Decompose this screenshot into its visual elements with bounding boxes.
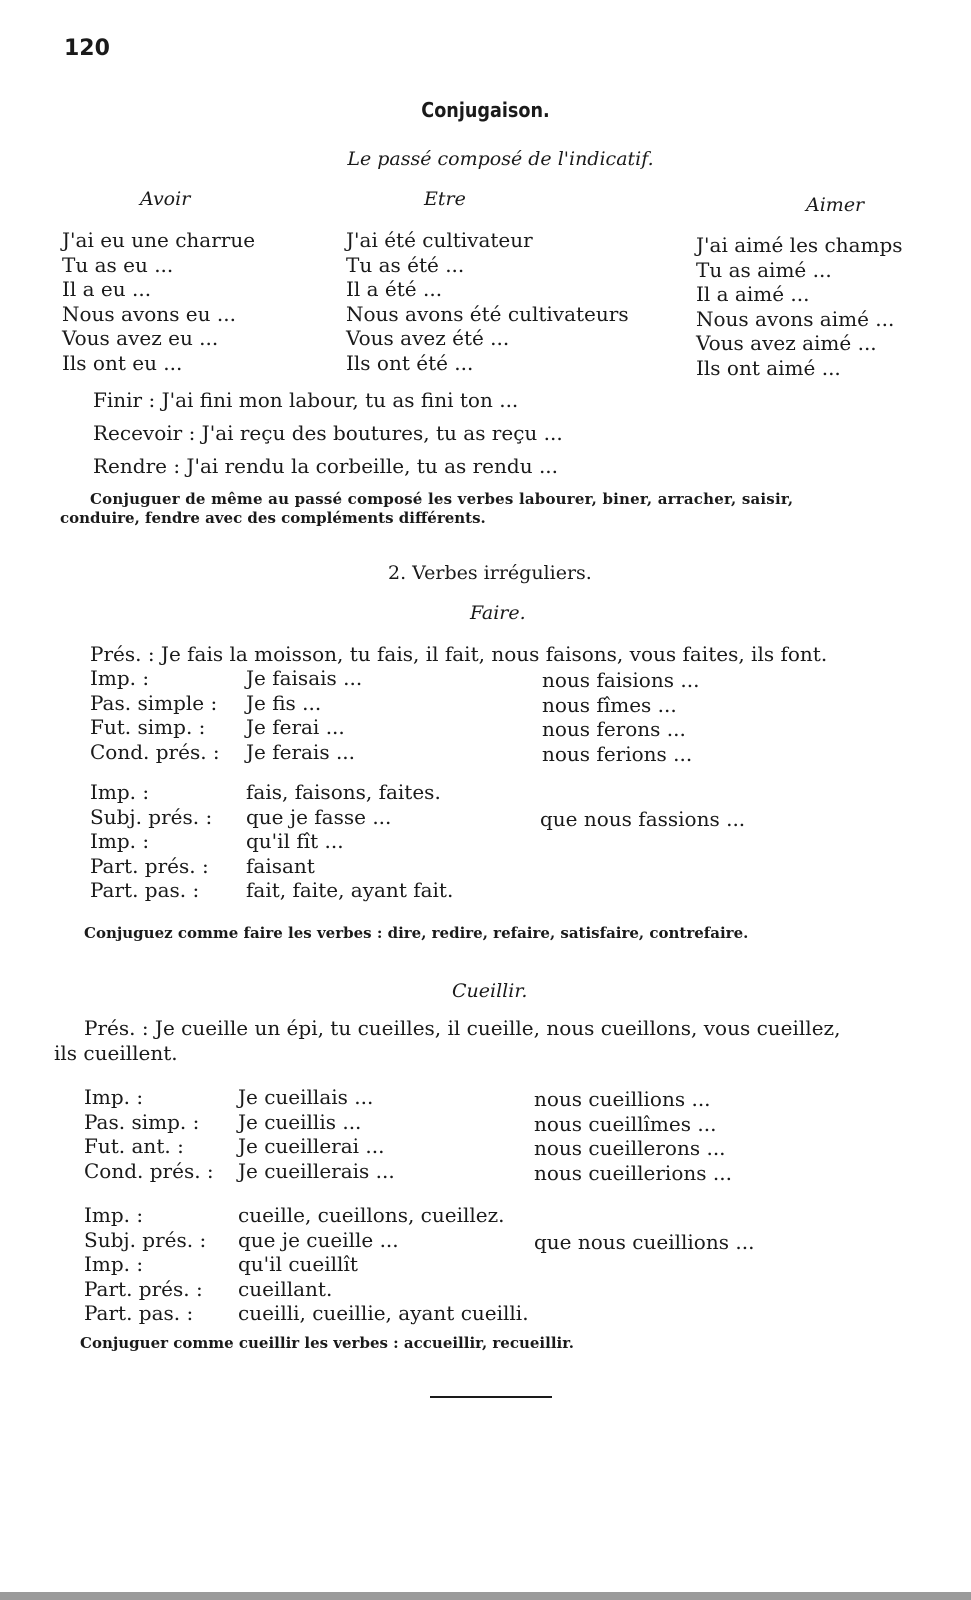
conj-line: Vous avez été ... <box>346 326 510 350</box>
tense-label: Part. pas. : <box>90 878 200 902</box>
conj-form: Je ferai ... <box>246 715 345 739</box>
scan-edge <box>0 1592 971 1600</box>
conj-form: Je cueillerai ... <box>238 1134 385 1158</box>
faire-plural-2 <box>540 782 745 831</box>
page-title: Conjugaison. <box>421 98 550 122</box>
conj-form: faisant <box>246 853 315 878</box>
column-aimer <box>696 233 903 380</box>
conj-line: J'ai eu une charrue <box>62 228 256 252</box>
tense-label: Imp. : <box>90 780 150 804</box>
column-avoir <box>62 228 255 375</box>
conj-line: J'ai aimé les champs <box>696 233 903 257</box>
conj-line: Ils ont aimé ... <box>696 355 841 380</box>
conj-form: nous cueillions ... <box>534 1087 711 1111</box>
conj-line: Il a été ... <box>346 277 443 301</box>
conj-form: Je faisais ... <box>246 666 363 690</box>
cueillir-exercise: Conjuguer comme cueillir les verbes : accueillir, recueillir. <box>80 1334 574 1352</box>
conj-form: que je fasse ... <box>246 804 392 829</box>
conj-line: Nous avons aimé ... <box>696 306 895 331</box>
page-number: 120 <box>64 36 110 61</box>
cueillir-plural-2 <box>534 1205 754 1254</box>
cueillir-labels-1 <box>84 1085 214 1183</box>
conj-line: Tu as eu ... <box>62 252 174 277</box>
conj-line: Ils ont eu ... <box>62 350 183 375</box>
conj-form: nous faisions ... <box>542 668 700 692</box>
example-finir: Finir : J'ai fini mon labour, tu as fini ton ... <box>93 388 519 412</box>
faire-exercise: Conjuguez comme faire les verbes : dire, redire, refaire, satisfaire, contrefaire. <box>84 924 749 942</box>
conj-form: nous cueillerons ... <box>534 1136 726 1160</box>
tense-label: Fut. simp. : <box>90 715 206 739</box>
conj-form: nous fîmes ... <box>542 692 677 717</box>
tense-label: Imp. : <box>84 1252 144 1276</box>
faire-labels-2 <box>90 780 212 903</box>
conj-line: Nous avons été cultivateurs <box>346 301 629 326</box>
tense-label: Imp. : <box>90 829 150 853</box>
conj-form <box>540 782 745 807</box>
conj-form: fait, faite, ayant fait. <box>246 878 454 902</box>
cueillir-plural-1 <box>534 1087 732 1185</box>
conj-form: Je cueillais ... <box>238 1085 374 1109</box>
column-header-etre: Etre <box>424 188 466 210</box>
faire-plural-1 <box>542 668 699 766</box>
conj-form: que nous cueillions ... <box>534 1229 755 1254</box>
section-heading-text: 2. Verbes irréguliers. <box>388 562 592 584</box>
conj-form: nous cueillîmes ... <box>534 1111 717 1136</box>
conj-form: cueillant. <box>238 1276 333 1301</box>
conj-line: Ils ont été ... <box>346 350 474 375</box>
tense-label: Imp. : <box>84 1085 144 1109</box>
cueillir-labels-2 <box>84 1203 206 1326</box>
tense-label: Pas. simple : <box>90 690 218 715</box>
exercise-line: conduire, fendre avec des compléments différents. <box>60 509 486 527</box>
example-recevoir: Recevoir : J'ai reçu des boutures, tu as reçu ... <box>93 421 563 445</box>
tense-label: Subj. prés. : <box>84 1227 207 1252</box>
tense-label: Cond. prés. : <box>90 739 220 764</box>
conj-form: cueilli, cueillie, ayant cueilli. <box>238 1301 529 1325</box>
cueillir-forms-2 <box>238 1203 529 1326</box>
tense-label: Part. prés. : <box>84 1276 203 1301</box>
faire-labels-1 <box>90 666 220 764</box>
conj-form: que je cueille ... <box>238 1227 399 1252</box>
end-rule <box>430 1396 552 1398</box>
conj-form: que nous fassions ... <box>540 806 746 831</box>
cueillir-first-1 <box>238 1085 395 1183</box>
verb-title-cueillir: Cueillir. <box>452 980 528 1002</box>
conj-form: nous ferions ... <box>542 741 693 766</box>
conj-line: J'ai été cultivateur <box>346 228 533 252</box>
tense-label: Imp. : <box>90 666 150 690</box>
column-etre <box>346 228 629 375</box>
conj-form: nous ferons ... <box>542 717 686 741</box>
conj-form: Je cueillerais ... <box>238 1158 395 1183</box>
conj-form <box>534 1205 754 1230</box>
faire-present: Prés. : Je fais la moisson, tu fais, il fait, nous faisons, vous faites, ils font. <box>90 642 828 666</box>
subtitle: Le passé composé de l'indicatif. <box>347 148 654 170</box>
tense-label: Subj. prés. : <box>90 804 213 829</box>
verb-title-faire: Faire. <box>470 602 526 624</box>
conj-line: Il a eu ... <box>62 277 152 301</box>
conj-form: nous cueillerions ... <box>534 1160 732 1185</box>
section-heading <box>388 562 592 584</box>
cueillir-present-cont: ils cueillent. <box>54 1041 178 1065</box>
faire-forms-2 <box>246 780 453 903</box>
cueillir-present: Prés. : Je cueille un épi, tu cueilles, il cueille, nous cueillons, vous cueillez, <box>84 1016 841 1040</box>
tense-label: Part. pas. : <box>84 1301 194 1325</box>
column-header-avoir: Avoir <box>140 188 191 210</box>
tense-label: Cond. prés. : <box>84 1158 214 1183</box>
tense-label: Imp. : <box>84 1203 144 1227</box>
tense-label: Pas. simp. : <box>84 1109 200 1134</box>
tense-label: Part. prés. : <box>90 853 209 878</box>
conj-form: Je fis ... <box>246 690 322 715</box>
conj-form: Je ferais ... <box>246 739 356 764</box>
tense-label: Fut. ant. : <box>84 1134 184 1158</box>
conj-form: Je cueillis ... <box>238 1109 362 1134</box>
column-header-aimer: Aimer <box>806 194 865 216</box>
conj-form: cueille, cueillons, cueillez. <box>238 1203 505 1227</box>
example-rendre: Rendre : J'ai rendu la corbeille, tu as rendu ... <box>93 454 559 478</box>
faire-first-1 <box>246 666 362 764</box>
conj-line: Tu as aimé ... <box>696 257 832 282</box>
conj-line: Vous avez eu ... <box>62 326 219 350</box>
conj-line: Vous avez aimé ... <box>696 331 877 355</box>
conj-form: qu'il cueillît <box>238 1252 358 1276</box>
exercise-line: Conjuguer de même au passé composé les verbes labourer, biner, arracher, saisir, <box>90 490 794 508</box>
conj-line: Nous avons eu ... <box>62 301 236 326</box>
conj-line: Il a aimé ... <box>696 282 810 306</box>
conj-form: fais, faisons, faites. <box>246 780 441 804</box>
conj-line: Tu as été ... <box>346 252 465 277</box>
conj-form: qu'il fît ... <box>246 829 344 853</box>
